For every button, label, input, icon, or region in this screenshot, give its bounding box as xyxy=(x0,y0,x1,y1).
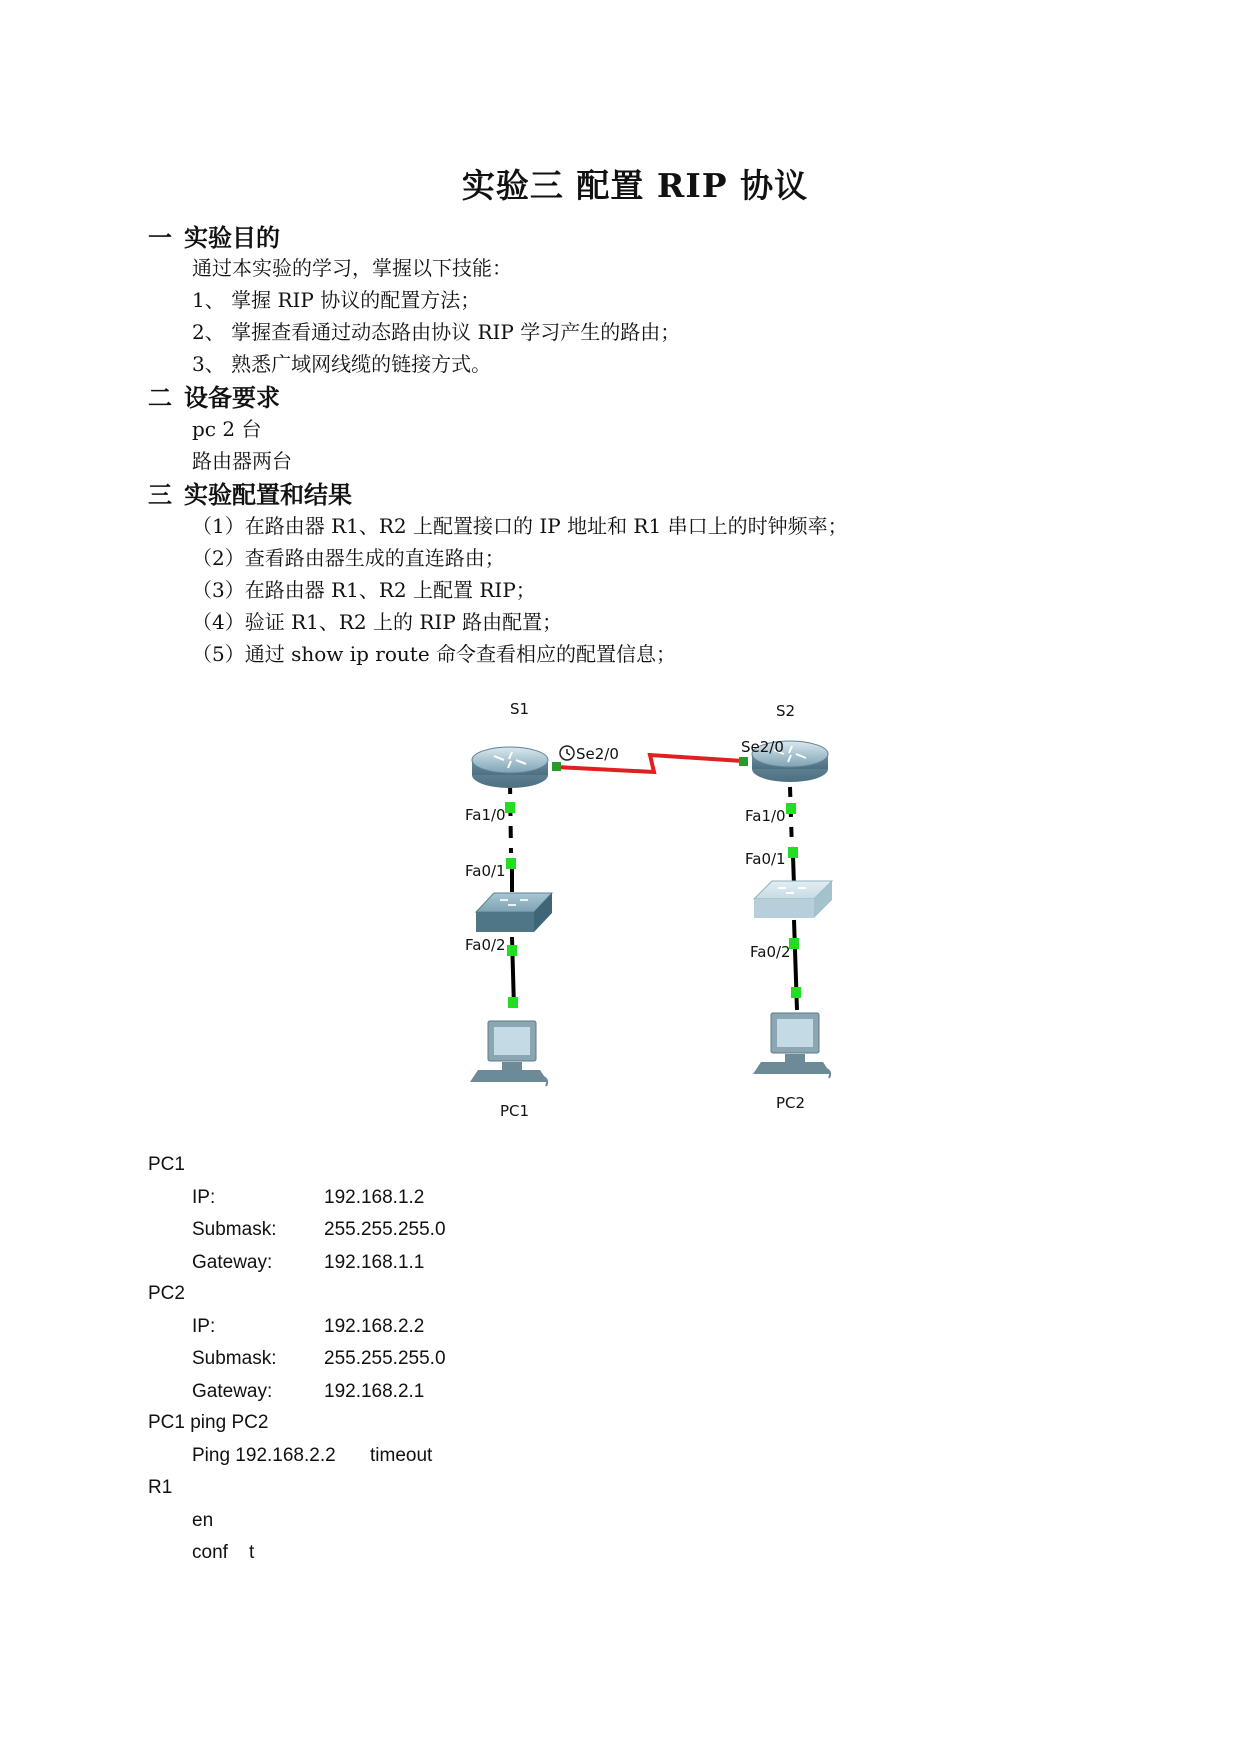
config-value: 192.168.1.1 xyxy=(324,1252,425,1273)
interface-label: Fa1/0 xyxy=(745,807,786,825)
port-light xyxy=(739,757,748,766)
section1-intro: 通过本实验的学习，掌握以下技能： xyxy=(192,256,512,280)
config-value: 255.255.255.0 xyxy=(324,1219,446,1240)
port-light xyxy=(506,858,516,869)
interface-label: Se2/0 xyxy=(576,745,619,763)
config-label: Submask: xyxy=(192,1348,277,1369)
interface-label: Se2/0 xyxy=(741,738,784,756)
list-item: 2、 掌握查看通过动态路由协议 RIP 学习产生的路由； xyxy=(192,320,681,344)
pc-icon xyxy=(470,1021,548,1086)
section-title: 设备要求 xyxy=(184,383,280,412)
config-label: Gateway: xyxy=(192,1252,273,1273)
config-label: Gateway: xyxy=(192,1381,273,1402)
config-label: IP: xyxy=(192,1187,216,1208)
section-number: 二 xyxy=(148,383,172,412)
device-heading-pc2: PC2 xyxy=(148,1283,185,1304)
list-item: （1）在路由器 R1、R2 上配置接口的 IP 地址和 R1 串口上的时钟频率； xyxy=(192,514,848,538)
ping-command: Ping 192.168.2.2 xyxy=(192,1445,336,1466)
port-light xyxy=(507,945,517,956)
section-title: 实验配置和结果 xyxy=(184,480,352,509)
router-label: S2 xyxy=(776,702,796,720)
device-heading-r1: R1 xyxy=(148,1477,173,1498)
pc-label: PC2 xyxy=(776,1094,806,1112)
port-light xyxy=(786,803,796,814)
port-light xyxy=(791,987,801,998)
pc-icon xyxy=(753,1013,831,1078)
router-icon xyxy=(472,747,548,788)
switch-icon xyxy=(754,881,832,918)
ethernet-link xyxy=(510,782,511,853)
list-item: 3、 熟悉广域网线缆的链接方式。 xyxy=(192,352,492,376)
port-light xyxy=(552,762,561,771)
list-item: （4）验证 R1、R2 上的 RIP 路由配置； xyxy=(192,610,563,634)
ping-heading: PC1 ping PC2 xyxy=(148,1412,269,1433)
config-value: 255.255.255.0 xyxy=(324,1348,446,1369)
config-label: IP: xyxy=(192,1316,216,1337)
interface-label: Fa0/1 xyxy=(745,850,786,868)
config-value: 192.168.2.1 xyxy=(324,1381,425,1402)
switch-icon xyxy=(476,893,552,932)
port-light xyxy=(505,802,515,813)
document-title: 实验三 配置 RIP 协议 xyxy=(461,166,809,205)
interface-label: Fa1/0 xyxy=(465,806,506,824)
config-value: 192.168.2.2 xyxy=(324,1316,425,1337)
pc-label: PC1 xyxy=(500,1102,530,1120)
list-item: 1、 掌握 RIP 协议的配置方法； xyxy=(192,288,481,312)
interface-label: Fa0/2 xyxy=(750,943,791,961)
router-label: S1 xyxy=(510,700,530,718)
port-light xyxy=(508,997,518,1008)
cli-command: conf t xyxy=(192,1542,255,1563)
cli-command: en xyxy=(192,1510,214,1531)
interface-label: Fa0/1 xyxy=(465,862,506,880)
list-item: pc 2 台 xyxy=(192,417,262,441)
interface-label: Fa0/2 xyxy=(465,936,506,954)
port-light xyxy=(788,847,798,858)
section-title: 实验目的 xyxy=(184,223,280,252)
config-value: 192.168.1.2 xyxy=(324,1187,425,1208)
port-indicators xyxy=(505,757,801,1008)
list-item: （5）通过 show ip route 命令查看相应的配置信息； xyxy=(192,642,677,666)
device-heading-pc1: PC1 xyxy=(148,1154,185,1175)
list-item: （2）查看路由器生成的直连路由； xyxy=(192,546,505,570)
ping-result: timeout xyxy=(370,1445,433,1466)
list-item: 路由器两台 xyxy=(192,449,292,473)
clock-icon xyxy=(560,746,574,760)
section-number: 三 xyxy=(148,480,172,509)
ethernet-link xyxy=(790,787,792,850)
config-label: Submask: xyxy=(192,1219,277,1240)
list-item: （3）在路由器 R1、R2 上配置 RIP； xyxy=(192,578,536,602)
section-number: 一 xyxy=(148,223,172,252)
